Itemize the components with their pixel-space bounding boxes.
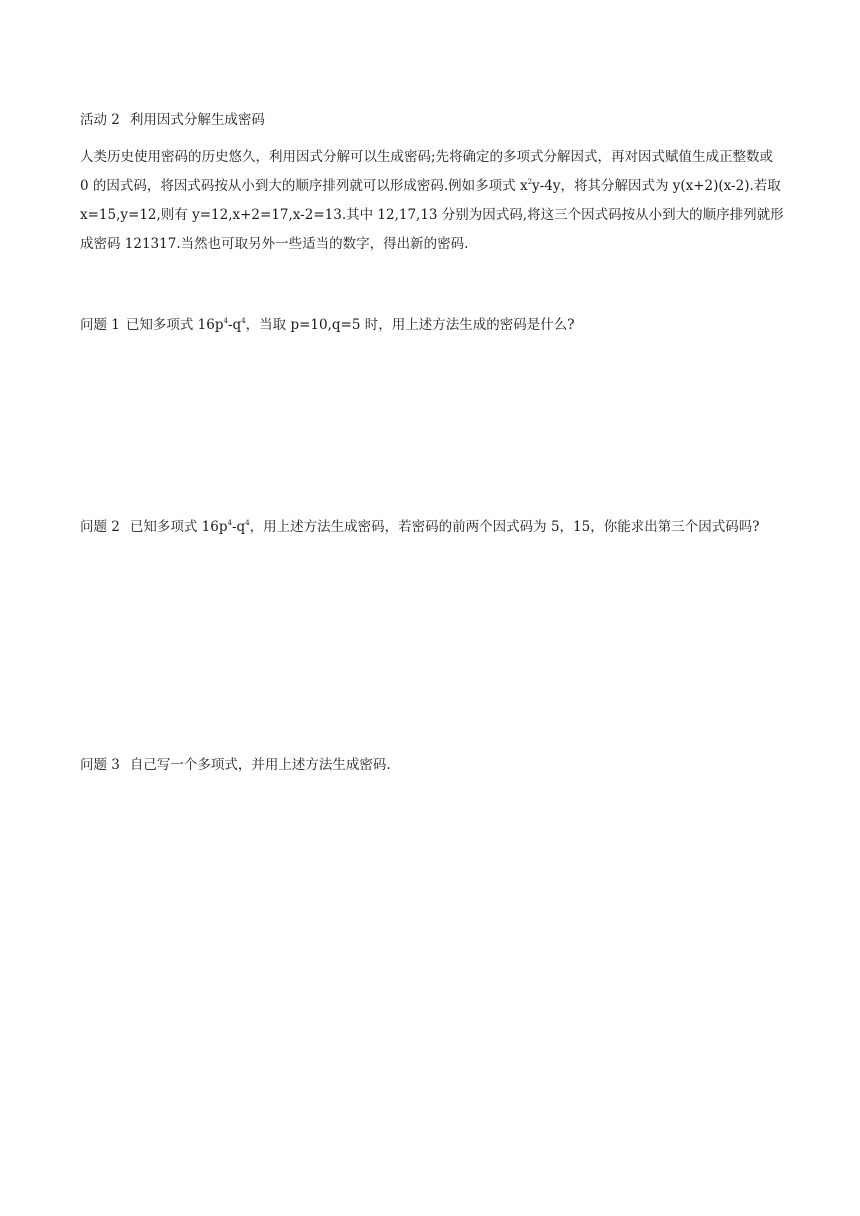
activity-heading bbox=[80, 108, 785, 132]
question-1-text-part1: 已知多项式 16p bbox=[125, 317, 224, 333]
question-2-exponent-2: 4 bbox=[245, 519, 250, 527]
intro-text-part1: 人类历史使用密码的历史悠久，利用因式分解可以生成密码;先将确定的多项式分解因式，再对因式赋值生成正整数或 0 的因式码，将因式码按从小到大的顺序排列就可以形成密码.例如多项式 x bbox=[80, 149, 774, 194]
question-2-text-part2: -q bbox=[231, 519, 246, 535]
intro-text-part2: y-4y，将其分解因式为 y(x+2)(x-2).若取 x=15,y=12,则有 y=12,x+2=17,x-2=13.其中 12,17,13 分别为因式码,将这三个因式码按从小到大的顺序排列就形成密码 121317.当然也可取另外一些适当的数字，得出新的密码. bbox=[80, 178, 784, 252]
question-1-exponent-2: 4 bbox=[241, 317, 246, 325]
question-3-text: 自己写一个多项式，并用上述方法生成密码. bbox=[129, 757, 391, 773]
question-1 bbox=[80, 313, 785, 337]
question-3-label: 问题 3 bbox=[80, 757, 120, 773]
intro-paragraph bbox=[80, 143, 785, 259]
activity-title: 利用因式分解生成密码 bbox=[129, 112, 265, 128]
question-2-text-part1: 已知多项式 16p bbox=[129, 519, 228, 535]
intro-exponent: 2 bbox=[527, 178, 533, 186]
question-1-label: 问题 1 bbox=[80, 317, 120, 333]
activity-label: 活动 2 bbox=[80, 112, 120, 128]
question-2-exponent-1: 4 bbox=[227, 519, 232, 527]
question-3 bbox=[80, 753, 785, 777]
question-1-text-part3: ，当取 p=10,q=5 时，用上述方法生成的密码是什么? bbox=[245, 317, 575, 333]
question-2-label: 问题 2 bbox=[80, 519, 120, 535]
question-2-text-part3: ，用上述方法生成密码，若密码的前两个因式码为 5，15，你能求出第三个因式码吗? bbox=[249, 519, 760, 535]
question-2 bbox=[80, 513, 785, 542]
question-1-exponent-1: 4 bbox=[223, 317, 228, 325]
question-1-text-part2: -q bbox=[227, 317, 242, 333]
